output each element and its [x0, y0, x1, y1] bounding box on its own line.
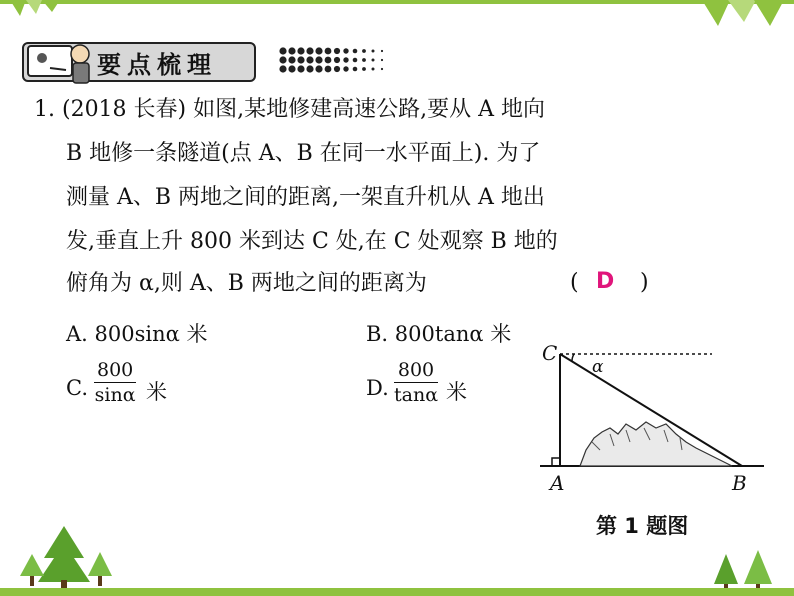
option-c-unit: 米: [146, 380, 167, 404]
teacher-icon: [26, 40, 96, 86]
bottom-border: [0, 588, 794, 596]
vertex-label-b: B: [732, 471, 747, 495]
angle-label-alpha: α: [592, 357, 604, 377]
option-b-text: 800tanα 米: [394, 322, 512, 346]
dot-pattern-decoration: [278, 46, 398, 76]
top-border: [0, 0, 794, 4]
option-d-label: D.: [366, 376, 389, 400]
option-c-label: C.: [66, 376, 88, 400]
question-line-5: 俯角为 α,则 A、B 两地之间的距离为: [66, 271, 427, 296]
option-d-fraction: [394, 358, 438, 407]
section-title: 要点梳理: [97, 51, 217, 79]
tree-decoration-right-icon: [704, 548, 788, 590]
option-d-numerator: 800: [394, 358, 438, 383]
question-line-4: 发,垂直上升 800 米到达 C 处,在 C 处观察 B 地的: [66, 229, 558, 254]
option-b: [366, 318, 511, 348]
option-c-fraction: [94, 358, 136, 407]
option-c-numerator: 800: [94, 358, 136, 383]
answer-choice: D: [596, 269, 615, 294]
question-line-3: 测量 A、B 两地之间的距离,一架直升机从 A 地出: [66, 185, 545, 210]
figure-caption: 第 1 题图: [596, 514, 689, 538]
option-a: [66, 318, 208, 348]
option-a-text: 800sinα 米: [94, 322, 208, 346]
mountain-shape: [580, 422, 732, 466]
angle-arc: [572, 354, 574, 362]
right-angle-mark: [552, 458, 560, 466]
option-d-denominator: tanα: [394, 384, 439, 406]
option-a-label: A.: [66, 322, 88, 346]
option-c-denominator: sinα: [94, 384, 136, 406]
tree-decoration-left-icon: [14, 524, 114, 590]
vertex-label-c: C: [542, 341, 558, 365]
section-header: [22, 36, 382, 86]
option-d-unit: 米: [446, 380, 467, 404]
vertex-label-a: A: [550, 471, 565, 495]
question-line-1: 1. (2018 长春) 如图,某地修建高速公路,要从 A 地向: [34, 97, 545, 122]
leaf-decoration-right-icon: [700, 0, 794, 30]
question-line-2: B 地修一条隧道(点 A、B 在同一水平面上). 为了: [66, 141, 541, 166]
geometry-figure: [530, 338, 770, 498]
option-b-label: B.: [366, 322, 389, 346]
answer-paren-close: ): [640, 270, 649, 295]
answer-paren-open: (: [570, 270, 579, 295]
leaf-decoration-left-icon: [6, 0, 66, 22]
